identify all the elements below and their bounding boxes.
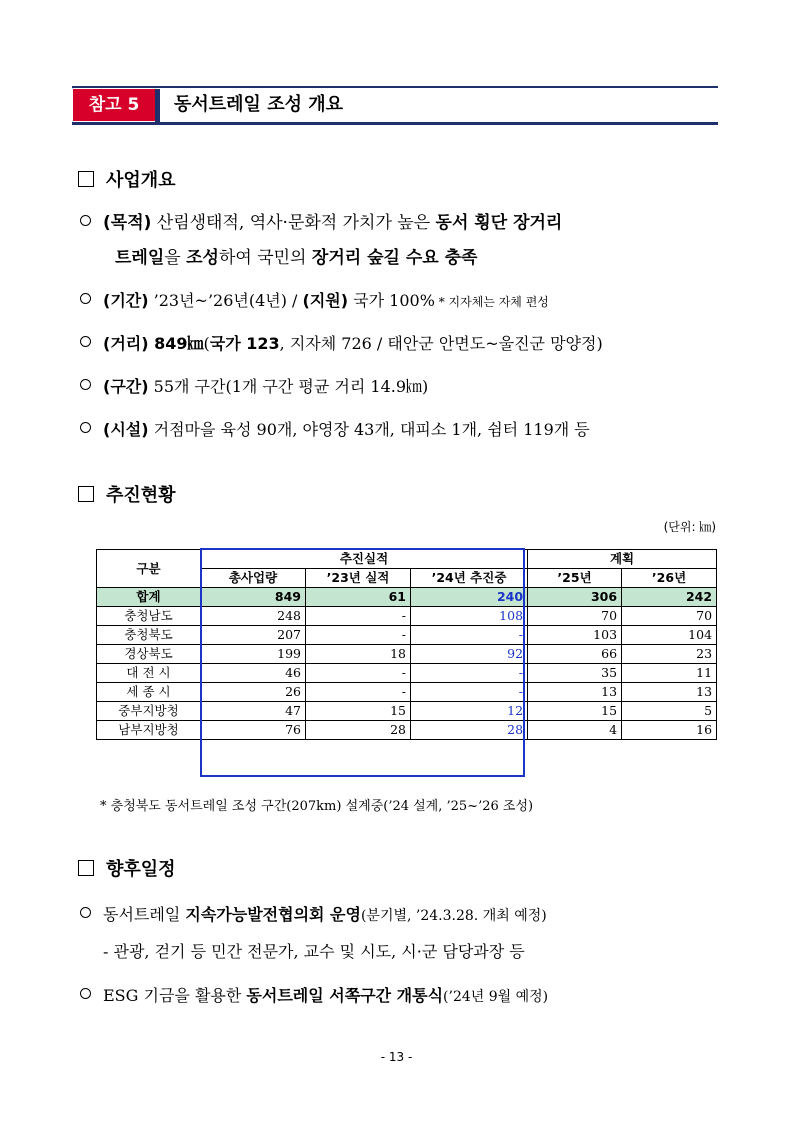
period-line: (기간) ’23년~’26년(4년) / (지원) 국가 100% * 지자체는 자체 편성 xyxy=(80,288,549,311)
table-cell: 18 xyxy=(306,645,411,664)
square-bullet-icon xyxy=(78,171,94,187)
square-bullet-icon xyxy=(78,860,94,876)
table-header-col: ’26년 xyxy=(622,569,717,588)
table-footnote: * 충청북도 동서트레일 조성 구간(207km) 설계중(’24 설계, ’25~’26 조성) xyxy=(100,799,534,814)
circle-bullet-icon xyxy=(80,422,91,433)
table-total-row xyxy=(97,588,717,607)
table-cell: 70 xyxy=(528,607,622,626)
table-cell: 248 xyxy=(201,607,306,626)
table-cell: 104 xyxy=(622,626,717,645)
schedule-item-1-sub: - 관광, 걷기 등 민간 전문가, 교수 및 시도, 시·군 담당과장 등 xyxy=(103,942,525,961)
square-bullet-icon xyxy=(78,486,94,502)
table-cell: 240 xyxy=(411,588,528,607)
reference-badge: 참고 5 xyxy=(73,89,155,121)
table-cell: 23 xyxy=(622,645,717,664)
circle-bullet-icon xyxy=(80,988,91,999)
circle-bullet-icon xyxy=(80,293,91,304)
table-cell: 세 종 시 xyxy=(97,683,201,702)
table-row xyxy=(97,607,717,626)
table-cell: 70 xyxy=(622,607,717,626)
table-cell: 충청북도 xyxy=(97,626,201,645)
table-header-group-performance: 추진실적 xyxy=(201,550,528,569)
table-header-col: 총사업량 xyxy=(201,569,306,588)
table-cell: 대 전 시 xyxy=(97,664,201,683)
table-header-group-plan: 계획 xyxy=(528,550,717,569)
schedule-item-2: ESG 기금을 활용한 동서트레일 서쪽구간 개통식(’24년 9월 예정) xyxy=(80,983,548,1006)
table-cell: 108 xyxy=(411,607,528,626)
table-header-col: ’25년 xyxy=(528,569,622,588)
section-heading-schedule: 향후일정 xyxy=(78,855,176,881)
facility-line: (시설) 거점마을 육성 90개, 야영장 43개, 대피소 1개, 쉼터 119개 등 xyxy=(80,417,590,440)
table-cell: 28 xyxy=(306,721,411,740)
purpose-label: (목적) xyxy=(103,213,152,233)
table-cell: 207 xyxy=(201,626,306,645)
table-header-category: 구분 xyxy=(97,550,201,588)
table-row xyxy=(97,664,717,683)
badge-separator xyxy=(155,89,160,122)
table-row xyxy=(97,626,717,645)
period-note: * 지자체는 자체 편성 xyxy=(434,295,549,309)
table-cell: 92 xyxy=(411,645,528,664)
table-cell: 76 xyxy=(201,721,306,740)
circle-bullet-icon xyxy=(80,907,91,918)
section-heading-overview: 사업개요 xyxy=(78,166,176,192)
table-cell: 11 xyxy=(622,664,717,683)
table-cell: 28 xyxy=(411,721,528,740)
table-row xyxy=(97,721,717,740)
table-row xyxy=(97,683,717,702)
circle-bullet-icon xyxy=(80,215,91,226)
schedule-item-1: 동서트레일 지속가능발전협의회 운영(분기별, ’24.3.28. 개최 예정) xyxy=(80,902,547,925)
table-cell: 중부지방청 xyxy=(97,702,201,721)
table-cell: 합계 xyxy=(97,588,201,607)
purpose-line-2: 트레일을 조성하여 국민의 장거리 숲길 수요 충족 xyxy=(115,248,478,268)
circle-bullet-icon xyxy=(80,379,91,390)
page-title: 동서트레일 조성 개요 xyxy=(174,94,344,115)
table-row xyxy=(97,702,717,721)
table-cell: 849 xyxy=(201,588,306,607)
table-cell: 16 xyxy=(622,721,717,740)
unit-label: (단위: ㎞) xyxy=(663,520,716,534)
table-header-col: ’24년 추진중 xyxy=(411,569,528,588)
table-cell: - xyxy=(411,683,528,702)
table-cell: - xyxy=(411,664,528,683)
table-cell: 35 xyxy=(528,664,622,683)
table-cell: - xyxy=(306,607,411,626)
table-cell: 12 xyxy=(411,702,528,721)
table-cell: 경상북도 xyxy=(97,645,201,664)
table-cell: 242 xyxy=(622,588,717,607)
table-cell: 46 xyxy=(201,664,306,683)
purpose-line: (목적) 산림생태적, 역사·문화적 가치가 높은 동서 횡단 장거리 xyxy=(80,208,562,233)
table-cell: - xyxy=(306,664,411,683)
table-cell: 13 xyxy=(528,683,622,702)
table-cell: 66 xyxy=(528,645,622,664)
status-table xyxy=(96,549,717,740)
table-cell: - xyxy=(411,626,528,645)
table-cell: 306 xyxy=(528,588,622,607)
table-cell: 남부지방청 xyxy=(97,721,201,740)
table-header-col: ’23년 실적 xyxy=(306,569,411,588)
table-cell: 13 xyxy=(622,683,717,702)
table-cell: 103 xyxy=(528,626,622,645)
table-cell: 15 xyxy=(528,702,622,721)
header-top-rule xyxy=(72,86,718,88)
table-cell: 충청남도 xyxy=(97,607,201,626)
table-cell: 61 xyxy=(306,588,411,607)
table-cell: 5 xyxy=(622,702,717,721)
distance-line: (거리) 849㎞(국가 123, 지자체 726 / 태안군 안면도~울진군 망양정) xyxy=(80,331,603,354)
table-cell: 4 xyxy=(528,721,622,740)
table-cell: 26 xyxy=(201,683,306,702)
table-cell: - xyxy=(306,626,411,645)
header-bottom-rule xyxy=(72,122,718,125)
circle-bullet-icon xyxy=(80,336,91,347)
section-heading-status: 추진현황 xyxy=(78,481,176,507)
table-cell: 47 xyxy=(201,702,306,721)
table-cell: 15 xyxy=(306,702,411,721)
page-number: - 13 - xyxy=(380,1050,413,1064)
table-row xyxy=(97,645,717,664)
table-cell: - xyxy=(306,683,411,702)
table-cell: 199 xyxy=(201,645,306,664)
section-line: (구간) 55개 구간(1개 구간 평균 거리 14.9㎞) xyxy=(80,374,428,397)
